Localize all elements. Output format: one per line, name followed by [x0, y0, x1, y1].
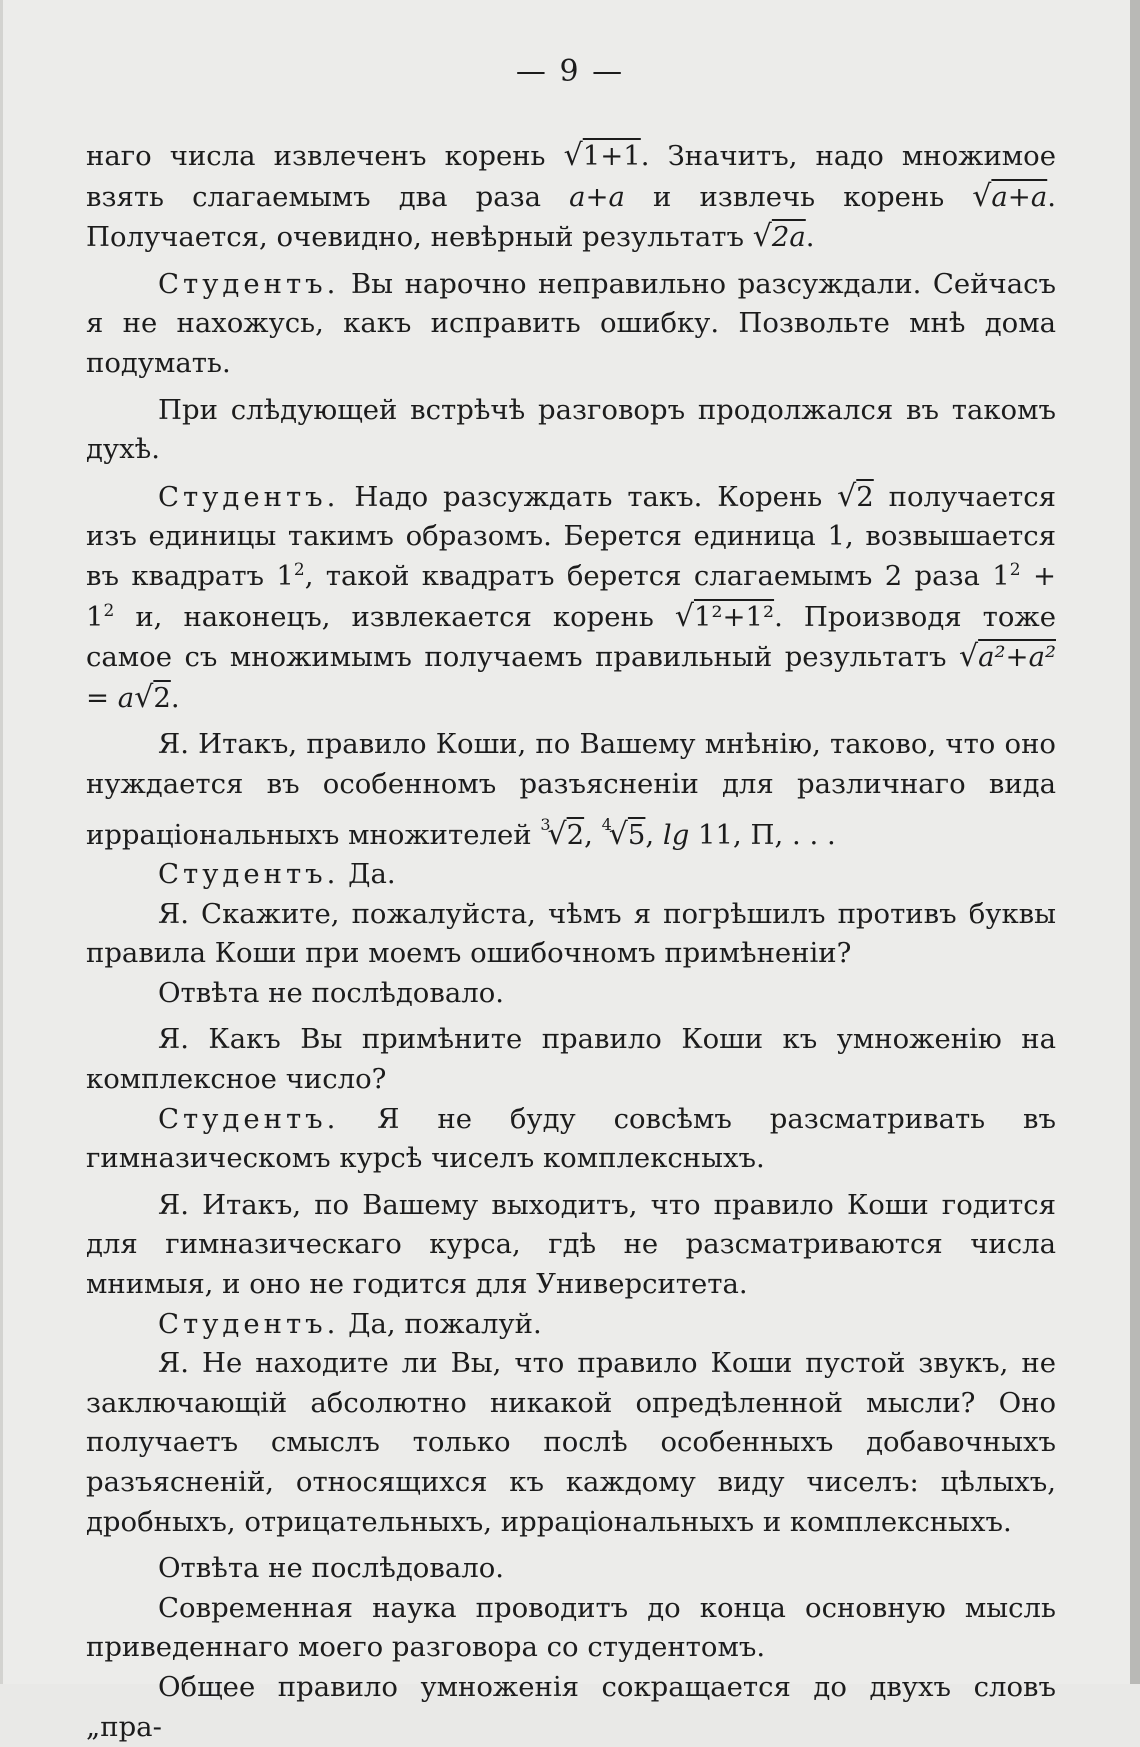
paragraph-8: Отвѣта не послѣдовало. — [158, 976, 504, 1009]
radical-sign-icon: √ — [608, 816, 628, 852]
page-body — [86, 136, 1056, 1747]
page-number: — 9 — — [515, 54, 625, 89]
paragraph-11: Я. Итакъ, по Вашему выходитъ, что правило Коши годится для гимназическаго курса, гдѣ не разсматриваются числа мнимыя, и оно не годится для Университета. — [86, 1188, 1056, 1301]
speaker-label: Студентъ. — [158, 858, 340, 891]
radicand: 2 — [856, 480, 874, 513]
text-run: Да, пожалуй. — [339, 1307, 542, 1340]
paragraph-16: Общее правило умноженія сокращается до двухъ словъ „пра- — [86, 1670, 1056, 1743]
text-run: + 1 — [86, 559, 1056, 633]
radical-sign-icon: √ — [134, 679, 154, 715]
text-run: получается изъ единицы такимъ образомъ. Берется единица 1, возвышается въ квадратъ 1 — [86, 480, 1056, 592]
paragraph-10 — [86, 1100, 1056, 1179]
radicand: 1²+1² — [693, 600, 775, 633]
paragraph-12 — [86, 1305, 1056, 1345]
superscript: 2 — [1009, 559, 1021, 580]
text-run: . Производя тоже самое съ множимымъ получаемъ правильный результатъ — [86, 600, 1056, 674]
radicand: a+a — [991, 180, 1048, 213]
paragraph-4 — [86, 477, 1056, 719]
text-run: . — [170, 681, 180, 714]
sqrt-1-plus-1 — [564, 140, 641, 172]
text-run: , — [645, 818, 663, 851]
radical-sign-icon: √ — [958, 639, 979, 675]
radical-sign-icon: √ — [563, 138, 583, 173]
sqrt-a-squared-sum — [959, 641, 1056, 673]
cube-root-2 — [540, 814, 585, 852]
text-run: . Значитъ, надо множимое взять слагаемымъ два раза — [86, 140, 1056, 213]
radicand: 5 — [627, 818, 646, 851]
speaker-label: Студентъ. — [158, 1307, 340, 1340]
text-run: Вы нарочно неправильно разсуждали. Сейчасъ я не нахожусь, какъ исправить ошибку. Позвольте мнѣ дома подумать. — [86, 267, 1056, 379]
superscript: 2 — [103, 600, 115, 621]
radicand: 1+1 — [582, 140, 641, 172]
text-run: и, наконецъ, извлекается корень — [114, 600, 675, 633]
text-run: наго числа извлеченъ корень — [86, 140, 564, 172]
radical-sign-icon: √ — [752, 219, 772, 255]
sqrt-2-result — [134, 679, 171, 715]
text-run: 11, П, . . . — [689, 818, 836, 851]
radical-sign-icon: √ — [547, 816, 567, 852]
paragraph-5 — [86, 725, 1056, 855]
text-run: Я. Итакъ, правило Коши, по Вашему мнѣнію, таково, что оно нуждается въ особенномъ разъясненіи для различнаго вида ирраціональныхъ множителей — [86, 728, 1056, 851]
math-expression: a+a — [569, 180, 625, 213]
speaker-label: Студентъ. — [158, 480, 340, 513]
radicand: a²+a² — [978, 641, 1056, 674]
radicand: 2a — [771, 221, 806, 254]
sqrt-2 — [837, 478, 874, 514]
paragraph-14: Отвѣта не послѣдовало. — [158, 1552, 504, 1585]
math-function: lg — [662, 818, 690, 851]
sqrt-a-plus-a — [972, 178, 1048, 214]
fourth-root-5 — [601, 814, 646, 852]
speaker-label: Студентъ. — [158, 267, 340, 300]
radicand: 2 — [153, 681, 171, 714]
text-run: Надо разсуждать такъ. Корень — [339, 480, 838, 513]
superscript: 2 — [293, 559, 305, 580]
page-right-edge — [1130, 0, 1140, 1684]
math-variable: a — [117, 681, 135, 714]
paragraph-1 — [86, 136, 1056, 258]
text-run: , — [584, 818, 602, 851]
paragraph-2 — [86, 265, 1056, 384]
root-index: 4 — [601, 814, 612, 834]
text-run: . — [805, 221, 815, 254]
paragraph-9: Я. Какъ Вы примѣните правило Коши къ умноженію на комплексное число? — [86, 1023, 1056, 1096]
text-run: . Получается, очевидно, невѣрный результатъ — [86, 180, 1056, 254]
radical-sign-icon: √ — [837, 478, 857, 514]
paragraph-13: Я. Не находите ли Вы, что правило Коши пустой звукъ, не заключающій абсолютно никакой опредѣленной мысли? Оно получаетъ смыслъ только послѣ особенныхъ добавочныхъ разъясненій, относящихся къ каждому виду чиселъ: цѣлыхъ, дробныхъ, отрицательныхъ, ирраціональныхъ и комплексныхъ. — [86, 1347, 1056, 1538]
sqrt-2a — [753, 221, 806, 253]
paragraph-6 — [86, 855, 1056, 895]
text-run: = — [86, 681, 118, 714]
root-index: 3 — [540, 814, 551, 834]
sqrt-one-squared-sum — [674, 598, 775, 634]
speaker-label: Студентъ. — [158, 1102, 340, 1135]
text-run: Да. — [339, 858, 396, 891]
text-run: Я не буду совсѣмъ разсматривать въ гимназическомъ курсѣ чиселъ комплексныхъ. — [86, 1102, 1056, 1175]
radical-sign-icon: √ — [674, 598, 694, 634]
text-run: и извлечь корень — [624, 180, 973, 213]
radical-sign-icon: √ — [972, 178, 992, 214]
page-left-edge — [0, 0, 3, 1684]
text-run: , такой квадратъ берется слагаемымъ 2 раза 1 — [304, 559, 1010, 592]
paragraph-3: При слѣдующей встрѣчѣ разговоръ продолжался въ такомъ духѣ. — [86, 393, 1056, 466]
paragraph-15: Современная наука проводитъ до конца основную мысль приведеннаго моего разговора со студентомъ. — [86, 1591, 1056, 1664]
radicand: 2 — [566, 818, 585, 851]
paragraph-7: Я. Скажите, пожалуйста, чѣмъ я погрѣшилъ противъ буквы правила Коши при моемъ ошибочномъ примѣненіи? — [86, 897, 1056, 970]
